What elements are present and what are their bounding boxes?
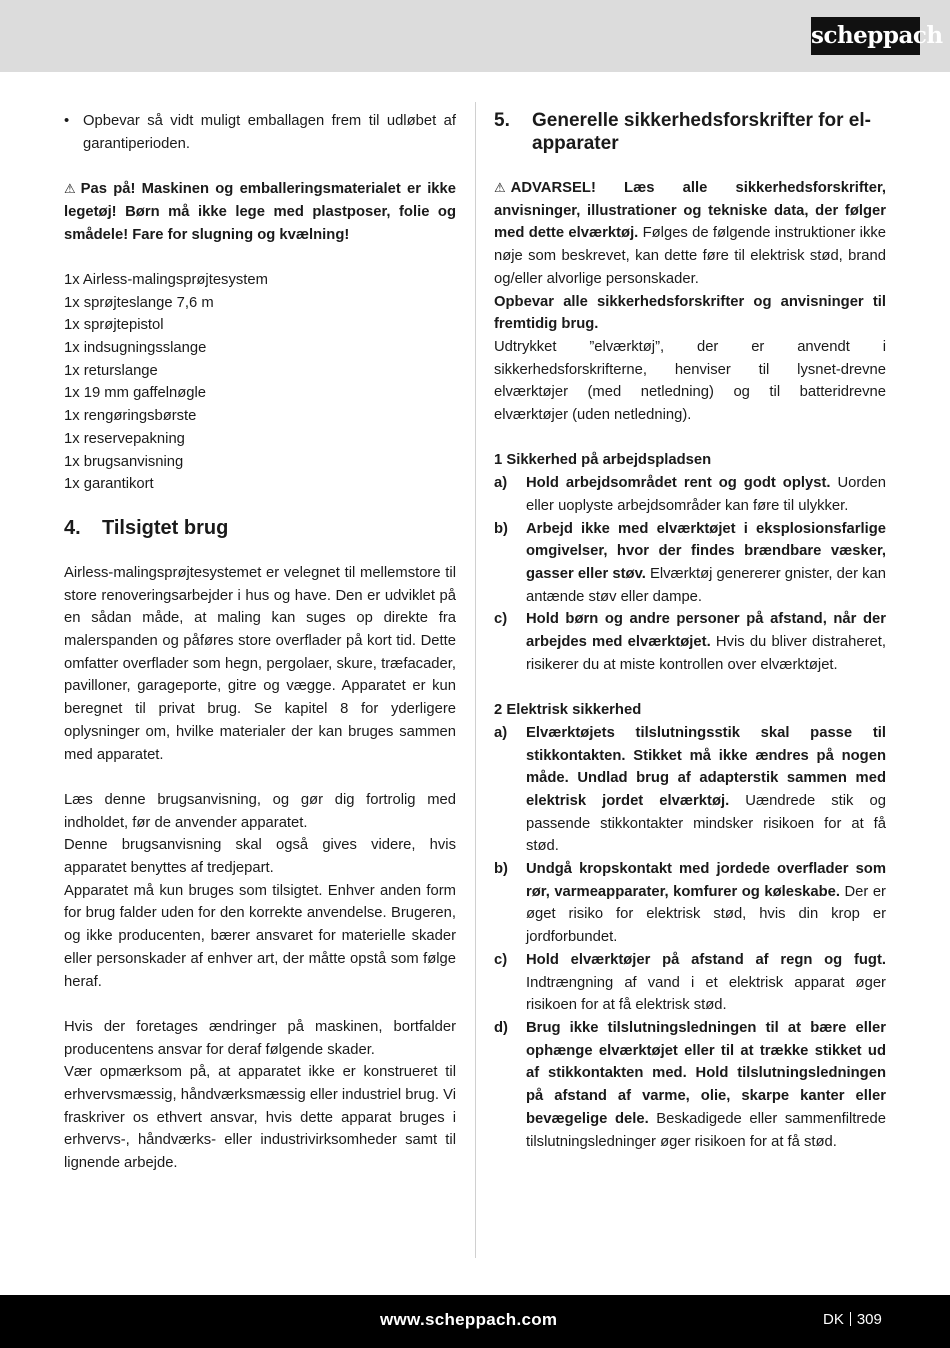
item-normal: Elværktøj genererer gnister, der kan antænde støv eller dampe. [526, 565, 886, 605]
item-bold: Brug ikke tilslutningsledningen til at bære eller ophænge elværktøjet eller til at trække stikket ud af stikkontakten med. Hold tilslutningsledningen på afstand af varme, olie, skarpe kanter eller bevægelige dele. [526, 1019, 886, 1127]
item-normal: Der er øget risiko for elektrisk stød, hvis din krop er jordforbundet. [526, 883, 886, 946]
item-text [526, 722, 886, 858]
scheppach-logo: scheppach [811, 17, 920, 55]
section-4-heading [64, 516, 456, 540]
item-bold: Hold elværktøjer på afstand af regn og fugt. [526, 951, 886, 968]
workplace-safety-list [494, 472, 886, 676]
keep-instructions: Opbevar alle sikkerhedsforskrifter og anvisninger til fremtidig brug. [494, 293, 886, 333]
contents-item: 1x brugsanvisning [64, 453, 184, 470]
read-manual-paragraph: Læs denne brugsanvisning, og gør dig fortrolig med indholdet, før de anvender apparatet. [64, 791, 456, 831]
item-text [526, 608, 886, 676]
item-letter: c) [494, 951, 508, 968]
section-title: Tilsigtet brug [102, 516, 229, 539]
item-letter: a) [494, 475, 508, 492]
general-warning [494, 177, 886, 291]
item-normal: Beskadigede eller sammenfiltrede tilslutningsledninger øger risikoen for at få stød. [526, 1110, 886, 1150]
contents-item: 1x returslange [64, 362, 158, 379]
contents-item: 1x indsugningsslange [64, 340, 207, 356]
item-text [526, 858, 886, 949]
safety-item [494, 608, 886, 676]
contents-item: 1x sprøjteslange 7,6 m [64, 294, 214, 311]
page-footer [0, 1295, 950, 1348]
left-column [64, 110, 456, 1175]
subsection-1-title: 1 Sikkerhed på arbejdspladsen [494, 452, 712, 469]
warning-icon: ⚠ [64, 181, 76, 197]
packaging-bullet [64, 110, 456, 155]
item-normal: Indtrængning af vand i et elektrisk apparat øger risikoen for at få elektrisk stød. [526, 974, 886, 1014]
item-letter: b) [494, 520, 508, 537]
right-column [494, 110, 886, 1153]
contents-item: 1x garantikort [64, 476, 154, 493]
section-number: 5. [494, 110, 510, 131]
safety-item [494, 472, 886, 517]
item-normal: Uorden eller uoplyste arbejdsområder kan føre til ulykker. [526, 475, 886, 514]
contents-item: 1x sprøjtepistol [64, 317, 164, 334]
contents-list [64, 269, 456, 496]
contents-item: 1x rengøringsbørste [64, 408, 197, 425]
safety-item [494, 858, 886, 949]
contents-item: 1x reservepakning [64, 430, 185, 447]
page-indicator [823, 1311, 882, 1328]
item-letter: a) [494, 724, 508, 741]
contents-item: 1x 19 mm gaffelnøgle [64, 385, 207, 402]
item-bold: Hold børn og andre personer på afstand, når der arbejdes med elværktøjet. [526, 611, 886, 651]
safety-item [494, 1017, 886, 1153]
column-divider [475, 102, 476, 1258]
subsection-2-title: 2 Elektrisk sikkerhed [494, 702, 642, 719]
item-text [526, 518, 886, 609]
item-letter: d) [494, 1019, 508, 1036]
packaging-warning [64, 178, 456, 246]
website-url: www.scheppach.com [380, 1310, 558, 1329]
warning-normal: Følges de følgende instruktioner ikke nøje som beskrevet, kan dette føre til elektrisk stød, brand og/eller alvorlige personskader. [494, 225, 886, 287]
warning-bold: ADVARSEL! Læs alle sikkerhedsforskrifter, anvisninger, illustrationer og tekniske data, der følger med dette elværktøj. [494, 180, 886, 242]
section-title: Generelle sikkerhedsforskrifter for el-apparater [532, 110, 871, 154]
warning-text: Pas på! Maskinen og emballeringsmaterialet er ikke legetøj! Børn må ikke lege med plastposer, folie og smådele! Fare for slugning og kvælning! [64, 181, 456, 243]
bullet-text: Opbevar så vidt muligt emballagen frem til udløbet af garantiperioden. [83, 113, 456, 152]
use-as-intended-paragraph: Apparatet må kun bruges som tilsigtet. Enhver anden form for brug falder uden for den korrekte anvendelse. Brugeren, og ikke producenten, bærer ansvaret for materielle skader eller personskader af enhver art, der måtte opstå som følge heraf. [64, 882, 456, 990]
section-5-heading [494, 110, 886, 155]
safety-item [494, 518, 886, 609]
item-bold: Arbejd ikke med elværktøjet i eksplosionsfarlige omgivelser, hvor der findes brændbare væsker, gasser eller støv. [526, 520, 886, 582]
item-text [526, 472, 886, 517]
safety-item [494, 722, 886, 858]
item-bold: Elværktøjets tilslutningsstik skal passe til stikkontakten. Stikket må ikke ændres på nogen måde. Undlad brug af adapterstik sammen med elektrisk jordet elværktøj. [526, 724, 886, 809]
modifications-paragraph: Hvis der foretages ændringer på maskinen, bortfalder producentens ansvar for deraf følgende skader. [64, 1018, 456, 1058]
item-text [526, 1017, 886, 1153]
item-letter: c) [494, 611, 508, 628]
contents-item: 1x Airless-malingsprøjtesystem [64, 271, 268, 288]
section-number: 4. [64, 516, 81, 539]
item-normal: Uændrede stik og passende stikkontakter mindsker risikoen for at få stød. [526, 792, 886, 855]
item-letter: b) [494, 861, 508, 878]
language-code: DK [823, 1311, 844, 1328]
third-party-paragraph: Denne brugsanvisning skal også gives videre, hvis apparatet benyttes af tredjepart. [64, 837, 456, 877]
safety-item [494, 949, 886, 1017]
item-bold: Hold arbejdsområdet rent og godt oplyst. [526, 475, 831, 492]
commercial-use-paragraph: Vær opmærksom på, at apparatet ikke er konstrueret til erhvervsmæssig, håndværksmæssig eller industriel brug. Vi fraskriver os ethvert ansvar, hvis dette apparat bruges i erhvervs-, håndværks- eller industrivirksomheder samt til lignende arbejde. [64, 1064, 456, 1172]
bullet-marker: • [64, 113, 70, 129]
page-number: 309 [856, 1311, 882, 1328]
item-text [526, 949, 886, 1017]
electrical-safety-list [494, 722, 886, 1153]
page-header [0, 0, 950, 72]
item-bold: Undgå kropskontakt med jordede overflader som rør, varmeapparater, komfurer og køleskabe. [526, 861, 886, 900]
intended-use-paragraph: Airless-malingsprøjtesystemet er velegnet til mellemstore til store renoveringsarbejder i hus og have. Den er udviklet på en sådan måde, at maling kan suges op direkte fra malerspanden og påføres store overflader på kort tid. Dette omfatter overflader som hegn, pergolaer, skure, træfacader, pavilloner, garageporte, gitre og vægge. Apparatet er kun beregnet til privat brug. Se kapitel 8 for yderligere oplysninger om, hvilke materialer der kan bruges sammen med apparatet. [64, 564, 456, 763]
warning-icon: ⚠ [494, 180, 506, 195]
term-definition: Udtrykket ”elværktøj”, der er anvendt i sikkerhedsforskrifterne, henviser til lysnet-drevne elværktøjer (med netledning) og til batteridrevne elværktøjer (uden netledning). [494, 338, 886, 424]
item-normal: Hvis du bliver distraheret, risikerer du at miste kontrollen over elværktøjet. [526, 634, 886, 673]
